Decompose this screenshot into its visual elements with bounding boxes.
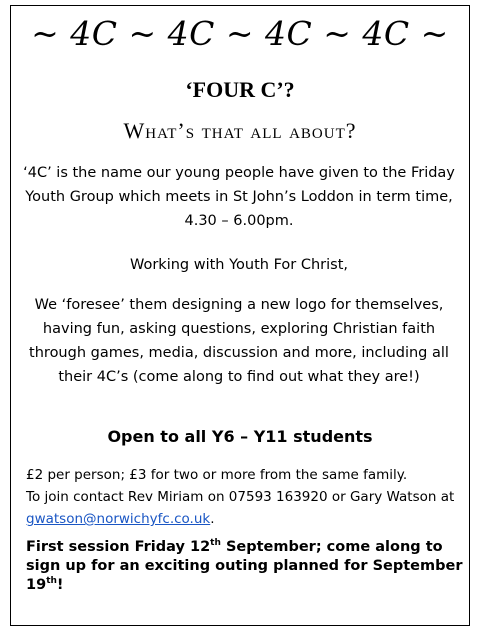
activities-paragraph: We ‘foresee’ them designing a new logo for themselves, having fun, asking questions, exploring Christian faith through games, media, discussion and more, including all their 4C’s (come along to find out what they are!)	[29, 297, 449, 385]
ordinal-suffix-1: th	[210, 538, 221, 549]
contact-end: .	[210, 511, 215, 527]
ordinal-suffix-2: th	[46, 576, 57, 587]
headline: ‘FOUR C’?	[185, 77, 295, 102]
first-session-text-2: September; come along to sign up for an exciting outing planned for September 19	[26, 539, 463, 593]
contact-info	[26, 464, 466, 530]
contact-text: To join contact Rev Miriam on 07593 163920 or Gary Watson at	[26, 489, 455, 505]
intro-paragraph: ‘4C’ is the name our young people have given to the Friday Youth Group which meets in St John’s Loddon in term time, 4.30 – 6.00pm.	[23, 165, 455, 229]
pricing-line: £2 per person; £3 for two or more from the same family.	[26, 467, 408, 483]
eligibility-line: Open to all Y6 – Y11 students	[107, 427, 373, 446]
banner-title: ~ 4C ~ 4C ~ 4C ~ 4C ~	[31, 14, 449, 53]
first-session-text-1: First session Friday 12	[26, 539, 211, 555]
email-link[interactable]: gwatson@norwichyfc.co.uk	[26, 511, 211, 527]
partner-line: Working with Youth For Christ,	[129, 257, 349, 273]
first-session-notice	[26, 538, 466, 595]
first-session-text-3: !	[56, 577, 64, 593]
subheading: What’s that all about?	[123, 118, 357, 143]
contact-line	[26, 486, 466, 530]
